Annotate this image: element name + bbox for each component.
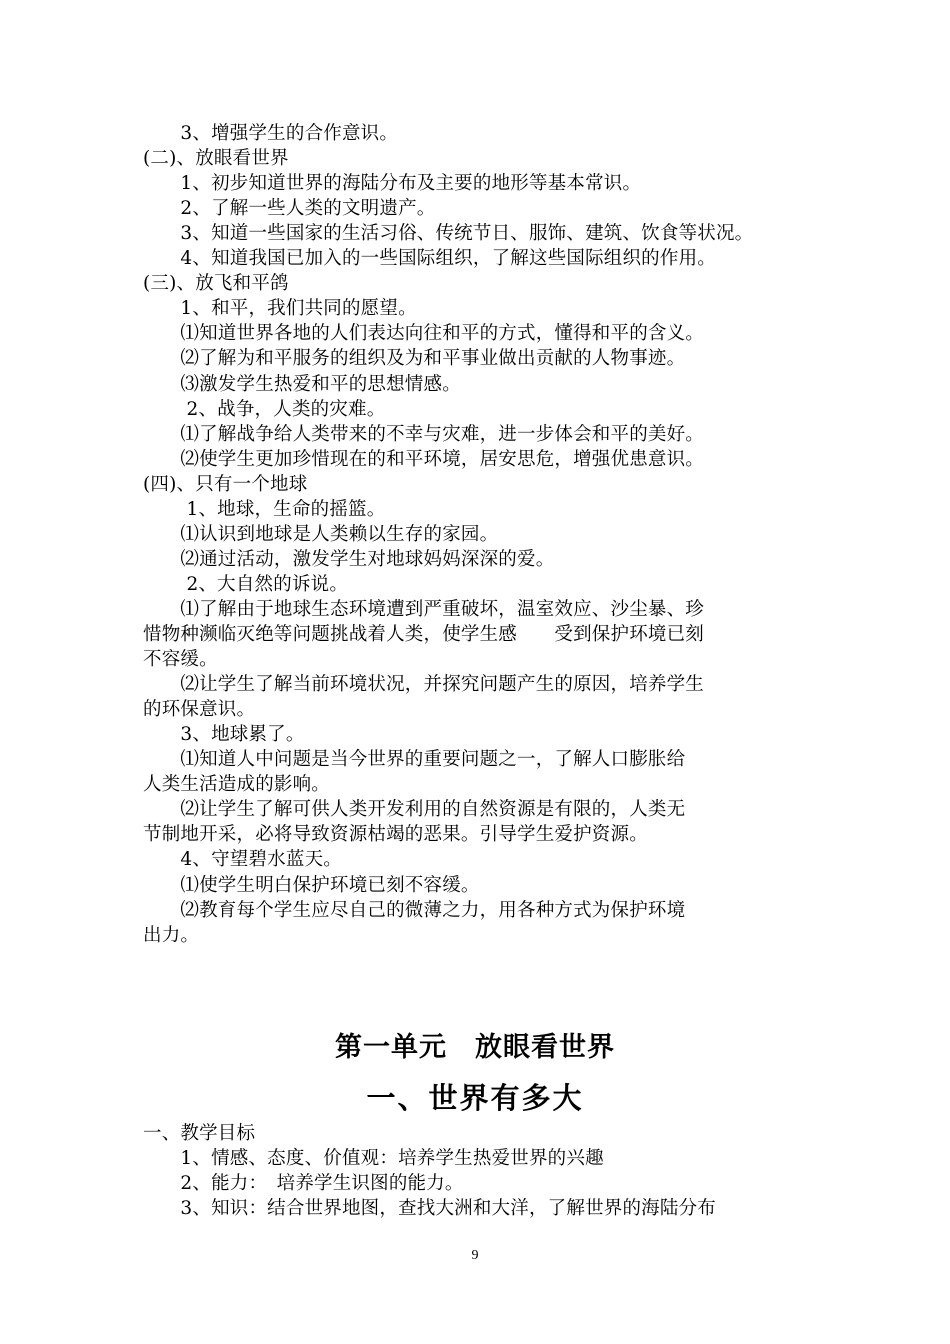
text-line: 2、战争，人类的灾难。 (143, 398, 386, 420)
text-line: 4、知道我国已加入的一些国际组织，了解这些国际组织的作用。 (143, 248, 716, 270)
text-line: 出力。 (143, 924, 200, 946)
text-line: 一、教学目标 (143, 1123, 256, 1144)
unit-title: 第一单元 放眼看世界 (335, 1032, 615, 1063)
text-line: 1、地球，生命的摇篮。 (143, 498, 386, 520)
text-line: 1、初步知道世界的海陆分布及主要的地形等基本常识。 (143, 173, 642, 195)
text-line: (四)、只有一个地球 (143, 473, 308, 495)
text-line: 1、和平，我们共同的愿望。 (143, 298, 417, 320)
text-line: 4、守望碧水蓝天。 (143, 849, 342, 871)
text-line: ⑵通过活动，激发学生对地球妈妈深深的爱。 (143, 548, 555, 570)
text-line: 惜物种濒临灭绝等问题挑战着人类，使学生感 受到保护环境已刻 (143, 624, 705, 645)
text-line: 人类生活造成的影响。 (143, 774, 331, 796)
text-line: ⑵了解为和平服务的组织及为和平事业做出贡献的人物事迹。 (143, 348, 686, 370)
text-line: 2、能力： 培养学生识图的能力。 (143, 1173, 464, 1194)
text-line: (二)、放眼看世界 (143, 148, 289, 170)
text-line: ⑵让学生了解可供人类开发利用的自然资源是有限的，人类无 (143, 799, 686, 821)
text-line: ⑴了解战争给人类带来的不幸与灾难，进一步体会和平的美好。 (143, 423, 705, 445)
text-line: ⑴了解由于地球生态环境遭到严重破坏，温室效应、沙尘暴、珍 (143, 598, 705, 620)
page-number: 9 (471, 1248, 479, 1263)
text-line: ⑵使学生更加珍惜现在的和平环境，居安思危，增强优患意识。 (143, 448, 705, 470)
text-line: 3、知道一些国家的生活习俗、传统节日、服饰、建筑、饮食等状况。 (143, 223, 754, 245)
text-line: 节制地开采，必将导致资源枯竭的恶果。引导学生爱护资源。 (143, 824, 648, 846)
text-line: 3、增强学生的合作意识。 (143, 123, 399, 144)
text-line: ⑶激发学生热爱和平的思想情感。 (143, 373, 461, 395)
text-line: ⑴使学生明白保护环境已刻不容缓。 (143, 874, 480, 896)
text-line: ⑴知道人中问题是当今世界的重要问题之一，了解人口膨胀给 (143, 749, 686, 771)
text-line: 2、大自然的诉说。 (143, 573, 349, 595)
text-line: ⑴知道世界各地的人们表达向往和平的方式，懂得和平的含义。 (143, 323, 705, 345)
text-line: 3、知识：结合世界地图，查找大洲和大洋，了解世界的海陆分布 (143, 1198, 716, 1219)
text-line: ⑴认识到地球是人类赖以生存的家园。 (143, 523, 499, 545)
text-line: 3、地球累了。 (143, 724, 305, 746)
text-line: (三)、放飞和平鸽 (143, 273, 289, 295)
text-line: 2、了解一些人类的文明遗产。 (143, 198, 436, 220)
lesson-title: 一、世界有多大 (366, 1081, 584, 1115)
text-line: 的环保意识。 (143, 699, 256, 721)
text-line: ⑵教育每个学生应尽自己的微薄之力，用各种方式为保护环境 (143, 899, 686, 921)
text-line: 1、情感、态度、价值观：培养学生热爱世界的兴趣 (143, 1148, 604, 1169)
text-line: ⑵让学生了解当前环境状况，并探究问题产生的原因，培养学生 (143, 674, 705, 696)
text-line: 不容缓。 (143, 649, 218, 671)
